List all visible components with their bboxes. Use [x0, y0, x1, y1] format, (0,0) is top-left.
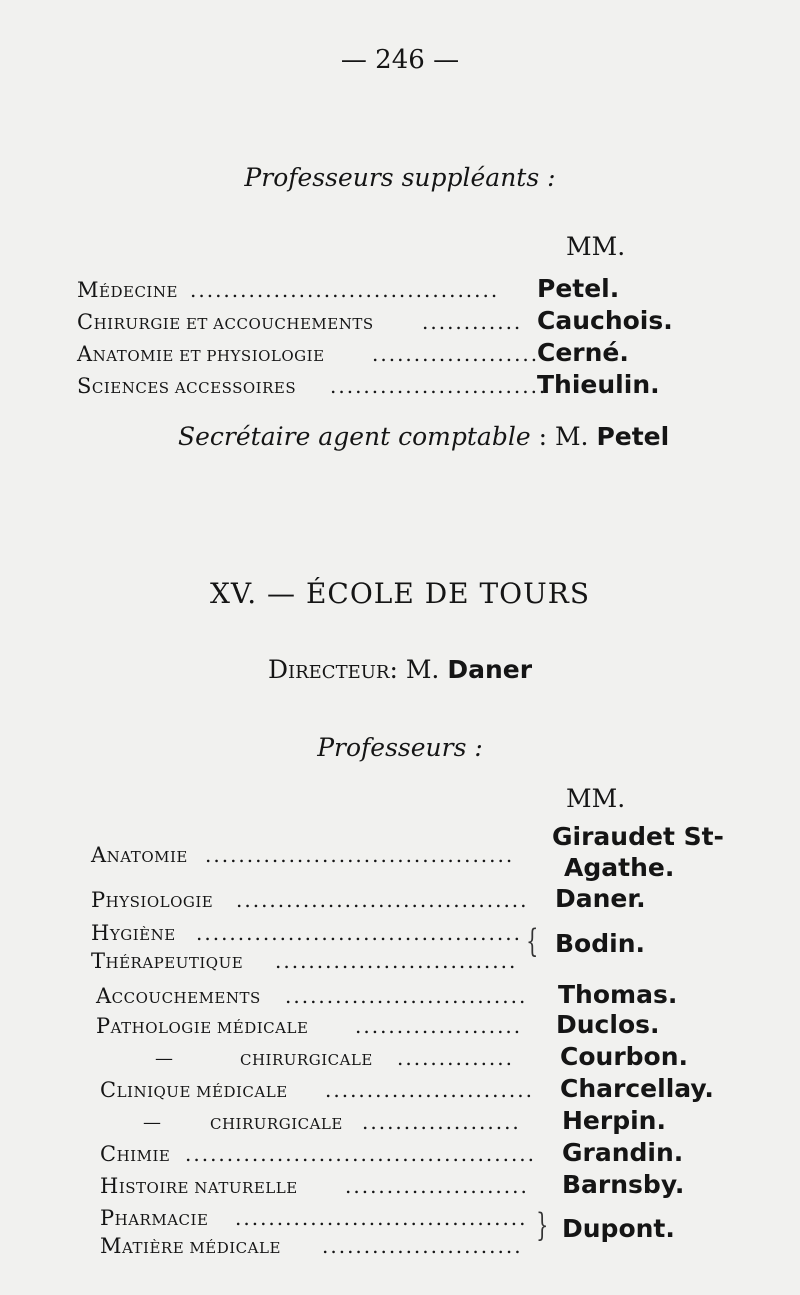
entry-name: Petel. — [537, 274, 620, 303]
dot-leader: ....................................... — [196, 921, 522, 945]
dot-leader: ............ — [422, 310, 523, 334]
substitute-row — [0, 338, 800, 376]
director-name: Daner — [447, 655, 533, 684]
professor-row — [0, 1074, 800, 1112]
page-number: — 246 — — [340, 45, 460, 75]
professor-row — [0, 980, 800, 1018]
entry-label: ANATOMIE — [91, 843, 188, 867]
entry-name: Thomas. — [558, 980, 678, 1009]
dot-leader: ..................................... — [190, 278, 500, 302]
entry-label: PHARMACIE — [100, 1206, 209, 1230]
entry-name: Giraudet St- — [552, 822, 724, 851]
dot-leader: ............................. — [285, 984, 528, 1008]
entry-label: CHIMIE — [100, 1142, 171, 1166]
professors-heading: Professeurs : — [317, 733, 483, 762]
secretary-label: Secrétaire agent comptable — [178, 422, 531, 451]
entry-label: CHIRURGICALE — [240, 1051, 373, 1069]
brace-pharmacie-matiere: } — [536, 1206, 549, 1244]
dot-leader: ................................... — [236, 888, 529, 912]
dot-leader: .................... — [372, 342, 540, 366]
dot-leader: .......................................... — [185, 1142, 537, 1166]
substitute-row — [0, 306, 800, 344]
dot-leader: .......................... — [330, 374, 548, 398]
entry-name: Cerné. — [537, 338, 629, 367]
entry-name: Duclos. — [556, 1010, 660, 1039]
entry-name: Courbon. — [560, 1042, 689, 1071]
brace-hygiene-therapeutique: { — [526, 922, 539, 960]
entry-label: THÉRAPEUTIQUE — [91, 949, 244, 973]
entry-label: MATIÈRE MÉDICALE — [100, 1234, 281, 1258]
entry-label: CHIRURGICALE — [210, 1115, 343, 1133]
dot-leader: ........................ — [322, 1234, 523, 1258]
professor-row — [0, 1170, 800, 1208]
professor-row — [0, 1234, 800, 1268]
entry-name-continued: Agathe. — [564, 853, 675, 882]
secretary-sep: : M. — [538, 422, 589, 451]
entry-name: Bodin. — [555, 929, 645, 958]
entry-name: Dupont. — [562, 1214, 675, 1243]
substitute-row — [0, 274, 800, 312]
entry-name: Grandin. — [562, 1138, 684, 1167]
entry-name: Herpin. — [562, 1106, 666, 1135]
section-title: XV. — ÉCOLE DE TOURS — [210, 577, 590, 610]
secretary-name: Petel — [596, 422, 670, 451]
entry-name: Cauchois. — [537, 306, 673, 335]
substitutes-heading: Professeurs suppléants : — [244, 163, 556, 192]
director-line: DIRECTEUR: M. Daner — [267, 655, 533, 684]
entry-label: HISTOIRE NATURELLE — [100, 1174, 298, 1198]
entry-name: Daner. — [555, 884, 646, 913]
dot-leader: .................... — [355, 1014, 523, 1038]
dot-leader: ............................. — [275, 949, 518, 973]
professors-mm: MM. — [566, 784, 626, 813]
secretary-line — [178, 422, 669, 451]
dot-leader: ......................... — [325, 1078, 534, 1102]
professor-row — [0, 884, 800, 922]
entry-label: CHIRURGIE ET ACCOUCHEMENTS — [77, 310, 374, 334]
entry-name: Thieulin. — [537, 370, 660, 399]
entry-label: PATHOLOGIE MÉDICALE — [96, 1014, 309, 1038]
entry-label: PHYSIOLOGIE — [91, 888, 214, 912]
professor-row — [0, 949, 800, 983]
dot-leader: ..................................... — [205, 843, 515, 867]
entry-label: MÉDECINE — [77, 278, 178, 302]
entry-label: SCIENCES ACCESSOIRES — [77, 374, 297, 398]
entry-label: ACCOUCHEMENTS — [96, 984, 261, 1008]
entry-label: CLINIQUE MÉDICALE — [100, 1078, 288, 1102]
dot-leader: ................................... — [235, 1206, 528, 1230]
dot-leader: .............. — [397, 1046, 515, 1070]
ditto-dash: — — [155, 1048, 173, 1069]
substitutes-mm: MM. — [566, 232, 626, 261]
ditto-dash: — — [143, 1112, 161, 1133]
entry-label: ANATOMIE ET PHYSIOLOGIE — [77, 342, 325, 366]
dot-leader: ...................... — [345, 1174, 529, 1198]
entry-label: HYGIÈNE — [91, 921, 176, 945]
entry-name: Charcellay. — [560, 1074, 714, 1103]
entry-name: Barnsby. — [562, 1170, 685, 1199]
dot-leader: ................... — [362, 1110, 521, 1134]
substitute-row — [0, 370, 800, 408]
